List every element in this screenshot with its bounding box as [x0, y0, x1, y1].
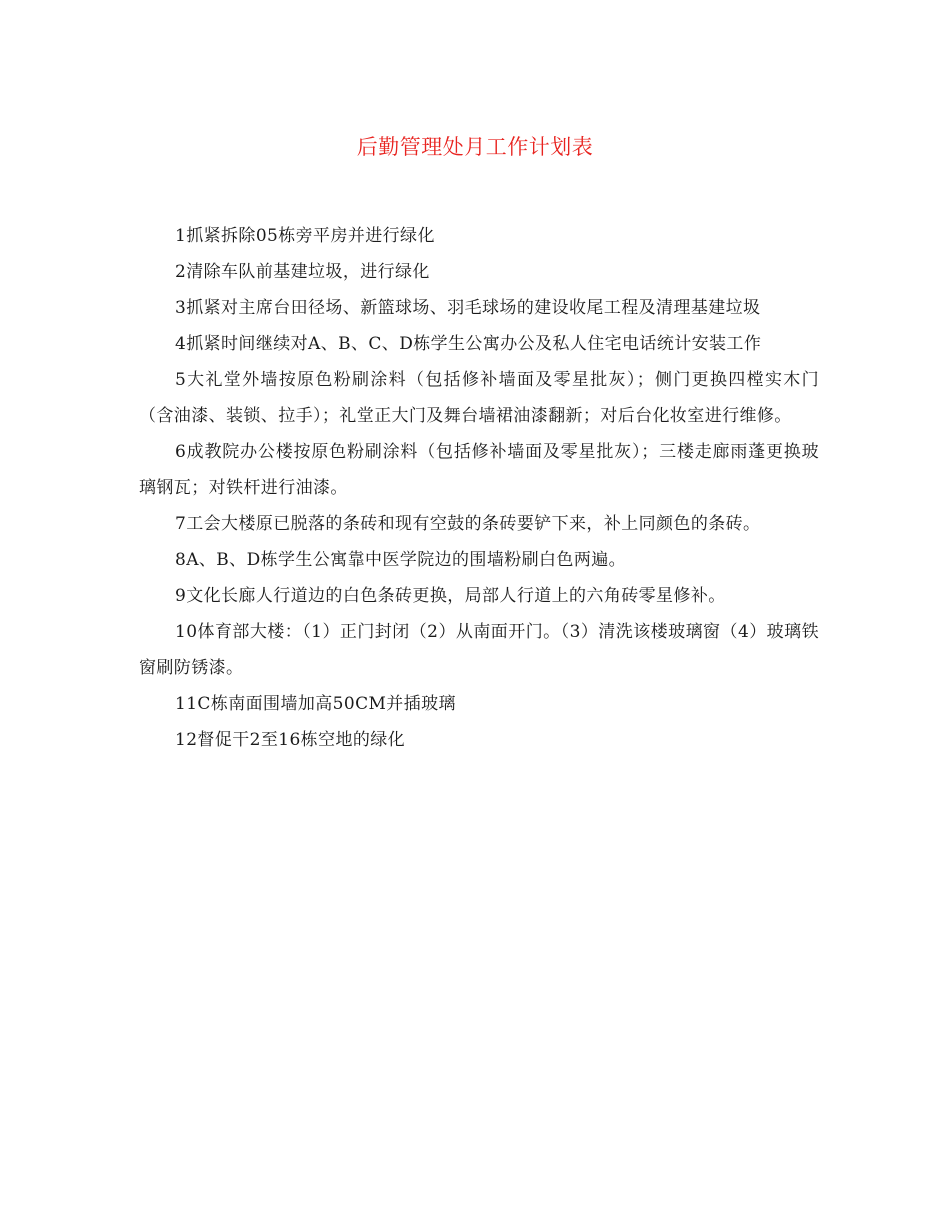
plan-item-1: 1抓紧拆除05栋旁平房并进行绿化	[175, 226, 435, 246]
plan-item-4: 4抓紧时间继续对A、B、C、D栋学生公寓办公及私人住宅电话统计安装工作	[175, 334, 762, 354]
plan-item-8: 8A、B、D栋学生公寓靠中医学院边的围墙粉刷白色两遍。	[175, 550, 627, 570]
plan-item-3: 3抓紧对主席台田径场、新篮球场、羽毛球场的建设收尾工程及清理基建垃圾	[175, 298, 761, 318]
plan-item-6: 6成教院办公楼按原色粉刷涂料（包括修补墙面及零星批灰）；三楼走廊雨蓬更换玻璃钢瓦；对铁杆进行油漆。	[139, 442, 819, 498]
plan-item-12: 12督促干2至16栋空地的绿化	[175, 730, 406, 750]
plan-item-5: 5大礼堂外墙按原色粉刷涂料（包括修补墙面及零星批灰）；侧门更换四樘实木门（含油漆、装锁、拉手）；礼堂正大门及舞台墙裙油漆翻新；对后台化妆室进行维修。	[139, 370, 819, 426]
plan-item-2: 2清除车队前基建垃圾，进行绿化	[175, 262, 430, 282]
document-body	[139, 218, 819, 758]
plan-item-7: 7工会大楼原已脱落的条砖和现有空鼓的条砖要铲下来，补上同颜色的条砖。	[175, 514, 761, 534]
document-title: 后勤管理处月工作计划表	[356, 135, 594, 159]
plan-item-11: 11C栋南面围墙加高50CM并插玻璃	[175, 694, 456, 714]
plan-item-9: 9文化长廊人行道边的白色条砖更换，局部人行道上的六角砖零星修补。	[175, 586, 726, 606]
plan-item-10: 10体育部大楼：（1）正门封闭（2）从南面开门。（3）清洗该楼玻璃窗（4）玻璃铁窗刷防锈漆。	[139, 622, 819, 678]
